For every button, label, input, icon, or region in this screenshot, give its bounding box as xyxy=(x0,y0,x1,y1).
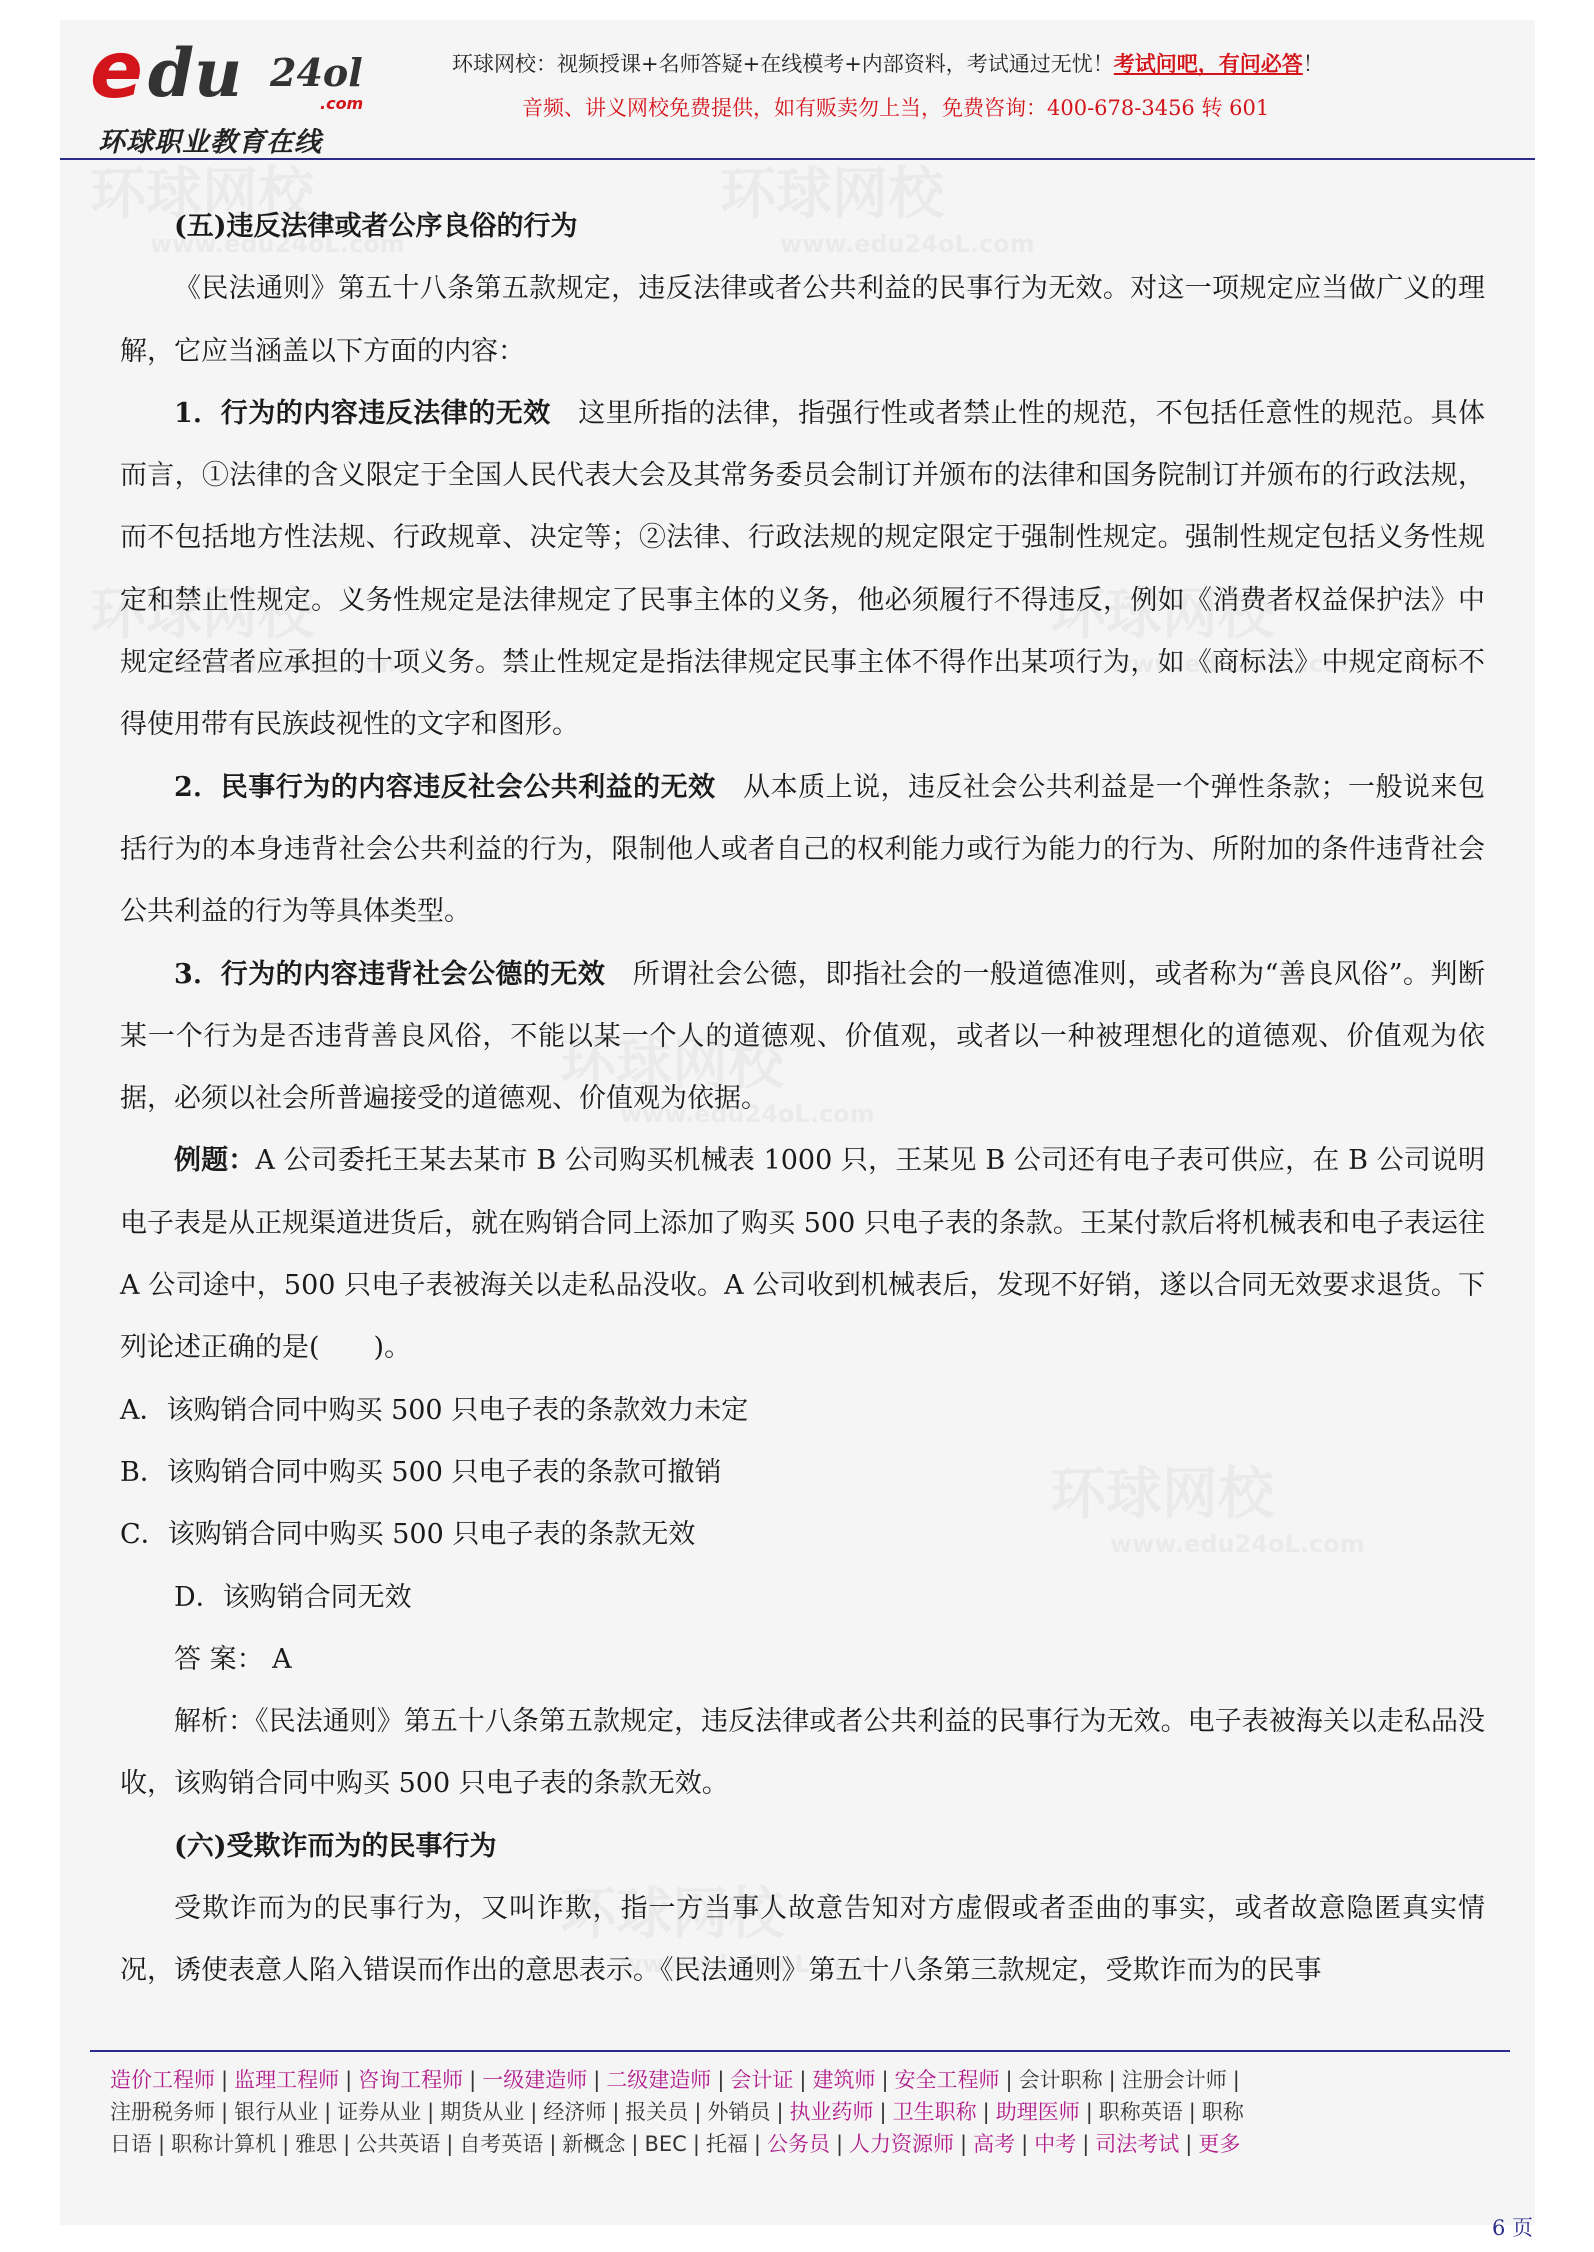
footer-link[interactable]: 注册会计师 xyxy=(1121,2068,1227,2092)
footer-links xyxy=(110,2064,1510,2160)
document-body xyxy=(120,196,1485,2003)
footer-link[interactable]: 公共英语 xyxy=(356,2132,441,2156)
footer-link[interactable]: 会计证 xyxy=(730,2068,794,2092)
footer-link[interactable]: 建筑师 xyxy=(812,2068,876,2092)
item-heading: 1．行为的内容违反法律的无效 xyxy=(174,397,551,429)
item-heading: 2．民事行为的内容违反社会公共利益的无效 xyxy=(174,771,716,803)
item-text: 所谓社会公德，即指社会的一般道德准则，或者称为“善良风俗”。判断某一个行为是否违背善良风俗，不能以某一个人的道德观、价值观，或者以一种被理想化的道德观、价值观为依据，必须以社会所普遍接受的道德观、价值观为依据。 xyxy=(120,958,1485,1115)
footer-link[interactable]: 安全工程师 xyxy=(894,2068,1000,2092)
footer-link[interactable]: 卫生职称 xyxy=(892,2100,977,2124)
footer-link[interactable]: 职称 xyxy=(1201,2100,1244,2124)
item-heading: 3．行为的内容违背社会公德的无效 xyxy=(174,958,606,990)
footer-link[interactable]: 新概念 xyxy=(562,2132,626,2156)
footer-link[interactable]: 自考英语 xyxy=(459,2132,544,2156)
footer-link[interactable]: BEC xyxy=(644,2132,687,2156)
footer-link[interactable]: 造价工程师 xyxy=(110,2068,215,2092)
footer-link[interactable]: 银行从业 xyxy=(234,2100,319,2124)
option-b: B．该购销合同中购买 500 只电子表的条款可撤销 xyxy=(120,1456,722,1488)
footer-divider xyxy=(90,2050,1510,2052)
footer-row-1: 造价工程师 | 监理工程师 | 咨询工程师 | 一级建造师 | 二级建造师 | 会计证 | 建筑师 | 安全工程师 | 会计职称 | 注册会计师 | xyxy=(110,2068,1240,2092)
logo-com: .com xyxy=(320,94,364,113)
footer-link[interactable]: 公务员 xyxy=(766,2132,830,2156)
footer-row-2: 注册税务师 | 银行从业 | 证券从业 | 期货从业 | 经济师 | 报关员 | 外销员 | 执业药师 | 卫生职称 | 助理医师 | 职称英语 | 职称 xyxy=(110,2100,1244,2124)
paragraph xyxy=(120,383,1485,757)
footer-link[interactable]: 一级建造师 xyxy=(482,2068,588,2092)
ask-question-link[interactable]: 考试问吧，有问必答 xyxy=(1113,51,1303,76)
footer-link[interactable]: 会计职称 xyxy=(1018,2068,1103,2092)
paragraph xyxy=(120,757,1485,944)
paragraph xyxy=(120,944,1485,1131)
site-logo[interactable] xyxy=(90,26,410,158)
header-promo-end: ！ xyxy=(1302,52,1324,76)
analysis: 解析：《民法通则》第五十八条第五款规定，违反法律或者公共利益的民事行为无效。电子表被海关以走私品没收，该购销合同中购买 500 只电子表的条款无效。 xyxy=(120,1706,1485,1800)
footer-link[interactable]: 期货从业 xyxy=(440,2100,525,2124)
footer-link[interactable]: 职称计算机 xyxy=(171,2132,277,2156)
answer: 答 案： A xyxy=(174,1643,292,1675)
footer-link[interactable]: 职称英语 xyxy=(1098,2100,1183,2124)
footer-row-3: 日语 | 职称计算机 | 雅思 | 公共英语 | 自考英语 | 新概念 | BEC | 托福 | 公务员 | 人力资源师 | 高考 | 中考 | 司法考试 | 更多 xyxy=(110,2132,1241,2156)
footer-link[interactable]: 日语 xyxy=(110,2132,152,2156)
logo-tagline: 环球职业教育在线 xyxy=(98,127,322,158)
footer-link[interactable]: 咨询工程师 xyxy=(358,2068,464,2092)
option-d: D．该购销合同无效 xyxy=(174,1581,412,1613)
item-text: 这里所指的法律，指强行性或者禁止性的规范，不包括任意性的规范。具体而言，①法律的含义限定于全国人民代表大会及其常务委员会制订并颁布的法律和国务院制订并颁布的行政法规，而不包括地方性法规、行政规章、决定等；②法律、行政法规的规定限定于强制性规定。强制性规定包括义务性规定和禁止性规定。义务性规定是法律规定了民事主体的义务，他必须履行不得违反，例如《消费者权益保护法》中规定经营者应承担的十项义务。禁止性规定是指法律规定民事主体不得作出某项行为，如《商标法》中规定商标不得使用带有民族歧视性的文字和图形。 xyxy=(120,397,1485,741)
footer-link[interactable]: 监理工程师 xyxy=(234,2068,340,2092)
header-promo-line xyxy=(452,48,1324,78)
section-heading: (六)受欺诈而为的民事行为 xyxy=(174,1830,497,1862)
example-question xyxy=(120,1130,1485,1379)
footer-link[interactable]: 经济师 xyxy=(543,2100,607,2124)
section-heading: (五)违反法律或者公序良俗的行为 xyxy=(174,211,578,242)
item-text: 从本质上说，违反社会公共利益是一个弹性条款；一般说来包括行为的本身违背社会公共利益的行为，限制他人或者自己的权利能力或行为能力的行为、所附加的条件违背社会公共利益的行为等具体类型。 xyxy=(120,771,1486,928)
footer-link[interactable]: 执业药师 xyxy=(789,2100,874,2124)
footer-link[interactable]: 高考 xyxy=(973,2132,1016,2156)
footer-link[interactable]: 司法考试 xyxy=(1095,2132,1180,2156)
logo-24ol: 24ol xyxy=(270,50,363,95)
footer-link[interactable]: 外销员 xyxy=(707,2100,771,2124)
footer-link[interactable]: 更多 xyxy=(1198,2132,1241,2156)
header-divider xyxy=(60,158,1535,160)
header-promo-text: 环球网校：视频授课+名师答疑+在线模考+内部资料，考试通过无忧！ xyxy=(452,52,1114,76)
example-label: 例题： xyxy=(174,1145,256,1177)
header-notice-line: 音频、讲义网校免费提供，如有贩卖勿上当，免费咨询：400-678-3456 转 601 xyxy=(522,96,1270,120)
logo-du: du xyxy=(148,34,243,112)
footer-link[interactable]: 托福 xyxy=(705,2132,748,2156)
footer-link[interactable]: 人力资源师 xyxy=(849,2132,955,2156)
footer-link[interactable]: 注册税务师 xyxy=(110,2100,215,2124)
footer-link[interactable]: 中考 xyxy=(1034,2132,1077,2156)
paragraph: 受欺诈而为的民事行为，又叫诈欺，指一方当事人故意告知对方虚假或者歪曲的事实，或者故意隐匿真实情况，诱使表意人陷入错误而作出的意思表示。《民法通则》第五十八条第三款规定，受欺诈而为的民事 xyxy=(120,1893,1485,1987)
option-c: C．该购销合同中购买 500 只电子表的条款无效 xyxy=(120,1519,696,1551)
page-number: 6 页 xyxy=(1492,2216,1534,2240)
paragraph: 《民法通则》第五十八条第五款规定，违反法律或者公共利益的民事行为无效。对这一项规定应当做广义的理解，它应当涵盖以下方面的内容： xyxy=(120,273,1485,367)
footer-link[interactable]: 报关员 xyxy=(625,2100,689,2124)
logo-e: e xyxy=(90,26,143,116)
footer-link[interactable]: 证券从业 xyxy=(337,2100,422,2124)
footer-link[interactable]: 助理医师 xyxy=(995,2100,1080,2124)
page-header xyxy=(60,20,1535,160)
footer-link[interactable]: 雅思 xyxy=(295,2132,338,2156)
footer-link[interactable]: 二级建造师 xyxy=(606,2068,712,2092)
option-a: A．该购销合同中购买 500 只电子表的条款效力未定 xyxy=(120,1394,749,1426)
example-text: A 公司委托王某去某市 B 公司购买机械表 1000 只，王某见 B 公司还有电子表可供应，在 B 公司说明电子表是从正规渠道进货后，就在购销合同上添加了购买 500 只电子表的条款。王某付款后将机械表和电子表运往 A 公司途中，500 只电子表被海关以走私品没收。A 公司收到机械表后，发现不好销，遂以合同无效要求退货。下列论述正确的是( )。 xyxy=(120,1145,1486,1364)
